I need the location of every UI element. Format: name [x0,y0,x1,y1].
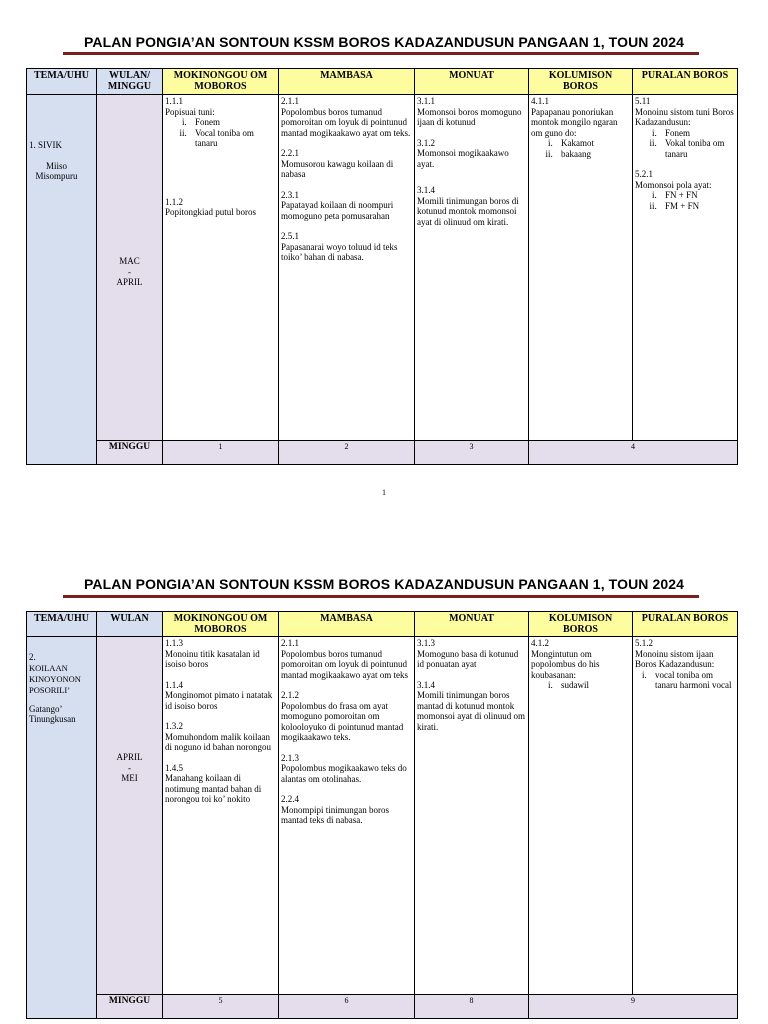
standard-text: Manahang koilaan di notimung mantad bahan di norongou toi ko’ nokito [165,773,262,804]
wulan-cell [97,637,163,995]
standard-list [165,117,276,149]
list-item: ii. FM + FN [659,201,735,212]
list-item: ii. Vokal toniba om tanaru [659,138,735,159]
standard-code: 4.1.2 [531,638,549,648]
list-item: i. Fonem [189,117,276,128]
standard-text: Popolombus mogikaakawo teks do alantas om otolinahas. [281,763,407,784]
standard-code: 5.11 [635,96,651,106]
standard-item [635,96,735,159]
week-number: 5 [163,995,279,1019]
month-end: APRIL [116,277,143,287]
standard-text: Momoguno basa di kotunud id ponuatan ayat [417,648,519,669]
wulan-cell [97,95,163,441]
list-item: i. FN + FN [659,190,735,201]
standard-code: 1.1.2 [165,196,183,207]
standard-text: Monoinu sistom tuni Boros Kadazandusun: [635,106,734,127]
header-tema: TEMA/UHU [27,69,97,95]
list-item: ii. bakaang [555,149,630,160]
standard-list [635,190,735,211]
standard-item [417,96,526,128]
standard-code: 2.2.4 [281,794,299,804]
plan-table-1 [26,68,738,465]
standard-code: 1.3.2 [165,721,183,731]
standard-list [635,670,735,691]
list-item: i. vocal toniba om tanaru harmoni vocal [649,670,735,691]
standard-text: Papatayad koilaan di noompuri momoguno peta pomusarahan [281,200,394,221]
standard-code: 2.1.1 [281,96,299,106]
standard-code: 3.1.3 [417,638,435,648]
standard-item [281,753,412,785]
standard-item [531,638,630,691]
standard-text: Momonsoi pola ayat: [635,179,712,190]
standard-code: 2.1.3 [281,752,299,763]
title-underline [63,52,699,55]
title-underline [63,595,699,598]
standard-item [635,638,735,691]
header-kolumison: KOLUMISON BOROS [529,612,633,637]
month-start: MAC [119,256,140,266]
tema-title: 1. SIVIK [29,140,62,150]
mokinongou-cell [163,637,279,995]
standard-code: 1.1.3 [165,638,183,648]
standard-code: 2.1.2 [281,690,299,700]
page-number: 1 [382,488,386,497]
minggu-label: MINGGU [97,441,163,465]
standard-item [417,185,526,227]
standard-text: Monompipi tinimungan boros mantad teks di nabasa. [281,804,389,825]
week-number: 2 [279,441,415,465]
header-mambasa: MAMBASA [279,69,415,95]
week-number: 1 [163,441,279,465]
tema-subtitle: Gatango’ Tinungkusan [29,703,76,724]
standard-text: Popolombus do frasa om ayat momoguno pomoroitan om kolooloyuko di pointunud mantad mogikaakawo teks. [281,700,404,742]
minggu-label: MINGGU [97,995,163,1019]
header-kolumison: KOLUMISON BOROS [529,69,633,95]
standard-item [165,763,276,805]
header-mokinongou: MOKINONGOU OM MOBOROS [163,69,279,95]
header-monuat: MONUAT [415,69,529,95]
standard-text: Momuhondom malik koilaan di noguno id bahan norongou [165,731,271,752]
monuat-cell [415,95,529,441]
standard-item [281,638,412,680]
month-dash: - [128,266,131,277]
standard-text: Momusorou kawagu koilaan di nabasa [281,158,394,179]
standard-item [281,190,412,222]
standard-item [281,794,412,826]
standard-code: 2.3.1 [281,189,299,200]
tema-cell [27,95,97,465]
standard-item [281,231,412,263]
standard-item [281,148,412,180]
tema-title: 2. [29,652,36,662]
page-title: PALAN PONGIA’AN SONTOUN KSSM BOROS KADAZANDUSUN PANGAAN 1, TOUN 2024 [83,34,685,50]
kolumison-cell [529,95,633,441]
list-item: i. Kakamot [555,138,630,149]
standard-text: Momili tinimungan boros di kotunud montok momonsoi ayat di olinuud om kirati. [417,195,519,227]
standard-code: 3.1.4 [417,185,435,195]
mokinongou-cell [163,95,279,441]
tema-subtitle: Miiso Misompuru [35,160,78,181]
page-title: PALAN PONGIA’AN SONTOUN KSSM BOROS KADAZANDUSUN PANGAAN 1, TOUN 2024 [83,576,685,592]
header-wulan: WULAN [97,612,163,637]
standard-item [165,680,276,712]
week-number: 3 [415,441,529,465]
tema-cell [27,637,97,1019]
monuat-cell [415,637,529,995]
standard-code: 1.1.1 [165,96,183,106]
standard-text: Mongintutun om popolombus do his koubasanan: [531,648,600,680]
standard-text: Papasanarai woyo toluud id teks toiko’ bahan di nabasa. [281,241,398,262]
header-wulan-minggu: WULAN/ MINGGU [97,69,163,95]
standard-code: 2.2.1 [281,148,299,158]
standard-item [417,638,526,670]
week-number: 8 [415,995,529,1019]
header-monuat: MONUAT [415,612,529,637]
standard-item [635,169,735,211]
header-puralan: PURALAN BOROS [633,612,738,637]
standard-item [165,96,276,149]
list-item: i. sudawil [555,680,630,691]
standard-text: Popolombus boros tumanud pomoroitan om loyuk di pointunud mantad mogikaakawo ayat om teks [281,648,408,680]
kolumison-cell [529,637,633,995]
header-mambasa: MAMBASA [279,612,415,637]
header-puralan: PURALAN BOROS [633,69,738,95]
standard-code: 1.4.5 [165,762,183,773]
standard-code: 3.1.4 [417,679,435,690]
standard-code: 1.1.4 [165,679,183,690]
standard-item [417,680,526,733]
standard-code: 2.1.1 [281,638,299,648]
month-end: MEI [121,773,138,783]
standard-item [165,721,276,753]
standard-code: 4.1.1 [531,96,549,106]
standard-code: 5.1.2 [635,638,653,648]
mambasa-cell [279,95,415,441]
tema-title-2: KOILAAN KINOYONON POSORILI’ [29,662,81,695]
header-tema: TEMA/UHU [27,612,97,637]
plan-table-2 [26,611,738,1019]
standard-code: 3.1.1 [417,96,435,106]
month-start: APRIL [116,752,143,762]
standard-item [417,138,526,170]
puralan-cell [633,637,738,995]
standard-code: 3.1.2 [417,137,435,148]
standard-item [165,197,276,218]
standard-text: Papapanau ponoriukan montok mongilo ngaran om guno do: [531,106,618,138]
standard-item [531,96,630,159]
week-number: 9 [529,995,738,1019]
standard-text: Popolombus boros tumanud pomoroitan om loyuk di pointunud mantad mogikaakawo ayat om teks. [281,106,411,138]
standard-text: Popitongkiad putul boros [165,207,257,217]
week-number: 4 [529,441,738,465]
list-item: i. Fonem [659,128,735,139]
standard-list [531,138,630,159]
mambasa-cell [279,637,415,995]
standard-text: Momonsoi mogikaakawo ayat. [417,148,509,169]
month-dash: - [128,762,131,773]
standard-text: Monginomot pimato i natatak id isoiso boros [165,690,273,711]
standard-text: Monoinu sistom ijaan Boros Kadazandusun: [635,648,715,669]
puralan-cell [633,95,738,441]
standard-item [165,638,276,670]
standard-list [635,128,735,160]
week-number: 6 [279,995,415,1019]
standard-text: Momonsoi boros momoguno ijaan di kotunud [417,106,522,127]
standard-code: 2.5.1 [281,231,299,241]
standard-code: 5.2.1 [635,169,653,179]
standard-list [531,680,630,691]
standard-text: Momili tinimungan boros mantad di kotunud montok momonsoi ayat di olinuud om kirati. [417,690,525,732]
standard-item [281,690,412,743]
standard-text: Monoinu titik kasatalan id isoiso boros [165,648,260,669]
list-item: ii. Vocal toniba om tanaru [189,128,276,149]
standard-text: Popisuai tuni: [165,106,215,117]
header-mokinongou: MOKINONGOU OM MOBOROS [163,612,279,637]
standard-item [281,96,412,138]
